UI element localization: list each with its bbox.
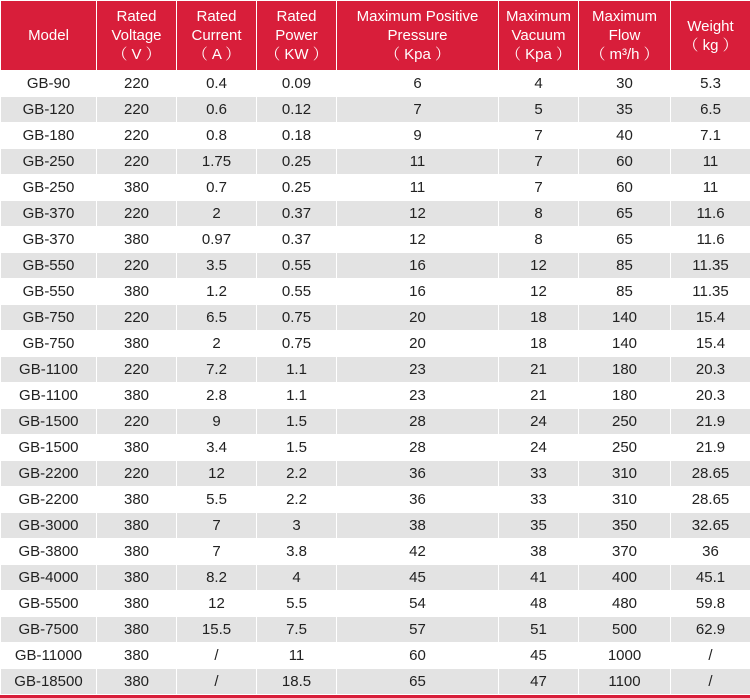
table-cell: 0.09 <box>257 71 337 97</box>
table-cell: GB-180 <box>1 123 97 149</box>
table-row <box>1 357 750 383</box>
column-header <box>499 1 579 71</box>
table-cell: 180 <box>579 357 671 383</box>
column-header-line: （ m³/h ） <box>579 45 670 64</box>
table-cell: GB-11000 <box>1 643 97 669</box>
table-row <box>1 435 750 461</box>
table-row <box>1 71 750 97</box>
column-header-line: Rated <box>257 7 336 26</box>
table-row <box>1 383 750 409</box>
table-cell: 220 <box>97 97 177 123</box>
table-cell: 28.65 <box>671 461 750 487</box>
table-cell: 0.4 <box>177 71 257 97</box>
table-cell: 2 <box>177 201 257 227</box>
table-cell: 18 <box>499 331 579 357</box>
table-cell: 36 <box>337 461 499 487</box>
table-cell: 220 <box>97 71 177 97</box>
table-cell: 62.9 <box>671 617 750 643</box>
table-cell: 5.5 <box>177 487 257 513</box>
table-cell: 220 <box>97 305 177 331</box>
table-cell: 23 <box>337 357 499 383</box>
table-cell: 0.18 <box>257 123 337 149</box>
table-cell: 36 <box>671 539 750 565</box>
table-cell: 11 <box>671 149 750 175</box>
table-cell: GB-120 <box>1 97 97 123</box>
table-cell: 6 <box>337 71 499 97</box>
table-cell: 12 <box>499 253 579 279</box>
table-cell: 45 <box>499 643 579 669</box>
table-cell: 20 <box>337 305 499 331</box>
table-cell: 11.35 <box>671 279 750 305</box>
table-cell: 3.5 <box>177 253 257 279</box>
table-cell: GB-90 <box>1 71 97 97</box>
column-header-line: Weight <box>671 17 750 36</box>
table-row <box>1 149 750 175</box>
table-cell: GB-550 <box>1 279 97 305</box>
table-cell: 380 <box>97 435 177 461</box>
table-cell: 7 <box>177 539 257 565</box>
table-cell: 23 <box>337 383 499 409</box>
table-cell: 5 <box>499 97 579 123</box>
table-cell: 220 <box>97 357 177 383</box>
table-cell: 380 <box>97 227 177 253</box>
table-cell: 0.25 <box>257 175 337 201</box>
table-cell: GB-550 <box>1 253 97 279</box>
table-cell: 11.6 <box>671 227 750 253</box>
table-cell: 380 <box>97 565 177 591</box>
table-row <box>1 201 750 227</box>
table-cell: 38 <box>337 513 499 539</box>
column-header <box>97 1 177 71</box>
table-cell: 5.5 <box>257 591 337 617</box>
table-cell: GB-1500 <box>1 435 97 461</box>
table-cell: GB-2200 <box>1 461 97 487</box>
table-cell: 7.5 <box>257 617 337 643</box>
table-cell: 28 <box>337 409 499 435</box>
table-cell: GB-18500 <box>1 669 97 695</box>
table-cell: 2.2 <box>257 487 337 513</box>
table-row <box>1 227 750 253</box>
table-row <box>1 331 750 357</box>
table-cell: 0.97 <box>177 227 257 253</box>
table-header <box>1 1 750 71</box>
table-cell: GB-3800 <box>1 539 97 565</box>
table-cell: 15.5 <box>177 617 257 643</box>
table-cell: 85 <box>579 253 671 279</box>
table-cell: 21.9 <box>671 409 750 435</box>
table-cell: 54 <box>337 591 499 617</box>
table-cell: 1000 <box>579 643 671 669</box>
table-cell: 140 <box>579 331 671 357</box>
column-header <box>671 1 750 71</box>
table-row <box>1 409 750 435</box>
table-cell: 6.5 <box>671 97 750 123</box>
table-cell: 15.4 <box>671 331 750 357</box>
column-header <box>579 1 671 71</box>
table-cell: 2 <box>177 331 257 357</box>
column-header-line: Maximum <box>579 7 670 26</box>
column-header-line: （ kg ） <box>671 36 750 55</box>
table-cell: 33 <box>499 487 579 513</box>
table-row <box>1 565 750 591</box>
table-cell: / <box>177 643 257 669</box>
column-header-line: Voltage <box>97 26 176 45</box>
table-cell: 0.55 <box>257 279 337 305</box>
table-cell: 3 <box>257 513 337 539</box>
table-cell: 11.35 <box>671 253 750 279</box>
table-cell: 2.8 <box>177 383 257 409</box>
table-cell: 180 <box>579 383 671 409</box>
table-cell: / <box>671 669 750 695</box>
table-cell: 0.55 <box>257 253 337 279</box>
column-header-line: （ A ） <box>177 45 256 64</box>
table-row <box>1 279 750 305</box>
table-cell: 3.8 <box>257 539 337 565</box>
table-cell: GB-1100 <box>1 383 97 409</box>
table-row <box>1 123 750 149</box>
header-row <box>1 1 750 71</box>
table-cell: 220 <box>97 461 177 487</box>
table-cell: 60 <box>579 175 671 201</box>
column-header <box>177 1 257 71</box>
table-cell: 12 <box>177 591 257 617</box>
table-row <box>1 513 750 539</box>
table-cell: 16 <box>337 279 499 305</box>
table-cell: 380 <box>97 279 177 305</box>
table-cell: 12 <box>337 201 499 227</box>
table-cell: 35 <box>579 97 671 123</box>
table-cell: GB-4000 <box>1 565 97 591</box>
table-cell: 400 <box>579 565 671 591</box>
table-cell: 12 <box>337 227 499 253</box>
table-cell: GB-1100 <box>1 357 97 383</box>
table-cell: 380 <box>97 175 177 201</box>
table-row <box>1 669 750 695</box>
table-cell: 21 <box>499 383 579 409</box>
table-cell: 20 <box>337 331 499 357</box>
table-cell: 220 <box>97 201 177 227</box>
column-header-line: Maximum Positive <box>337 7 498 26</box>
column-header <box>257 1 337 71</box>
table-cell: 8.2 <box>177 565 257 591</box>
table-cell: 250 <box>579 409 671 435</box>
table-cell: GB-370 <box>1 201 97 227</box>
table-row <box>1 539 750 565</box>
table-cell: 65 <box>337 669 499 695</box>
table-cell: 16 <box>337 253 499 279</box>
table-cell: 15.4 <box>671 305 750 331</box>
table-cell: 40 <box>579 123 671 149</box>
table-cell: 42 <box>337 539 499 565</box>
table-cell: 9 <box>337 123 499 149</box>
column-header-line: Power <box>257 26 336 45</box>
table-row <box>1 617 750 643</box>
table-cell: 0.7 <box>177 175 257 201</box>
table-cell: 380 <box>97 591 177 617</box>
table-cell: 140 <box>579 305 671 331</box>
table-cell: GB-750 <box>1 331 97 357</box>
table-cell: 4 <box>257 565 337 591</box>
table-cell: 8 <box>499 201 579 227</box>
table-cell: 21 <box>499 357 579 383</box>
column-header-line: Flow <box>579 26 670 45</box>
table-cell: 11 <box>337 175 499 201</box>
table-cell: 11 <box>671 175 750 201</box>
table-cell: 18 <box>499 305 579 331</box>
table-cell: 380 <box>97 513 177 539</box>
table-cell: GB-2200 <box>1 487 97 513</box>
table-row <box>1 97 750 123</box>
table-cell: 1.5 <box>257 435 337 461</box>
table-cell: 250 <box>579 435 671 461</box>
table-cell: 3.4 <box>177 435 257 461</box>
column-header-line: Maximum <box>499 7 578 26</box>
table-cell: 51 <box>499 617 579 643</box>
table-row <box>1 305 750 331</box>
table-cell: 24 <box>499 435 579 461</box>
table-cell: GB-750 <box>1 305 97 331</box>
table-cell: 310 <box>579 487 671 513</box>
table-cell: 1.2 <box>177 279 257 305</box>
table-cell: 1.75 <box>177 149 257 175</box>
table-cell: 1.5 <box>257 409 337 435</box>
table-cell: 7 <box>499 123 579 149</box>
table-cell: 45 <box>337 565 499 591</box>
column-header-line: （ Kpa ） <box>499 45 578 64</box>
table-cell: 11 <box>257 643 337 669</box>
table-cell: 7 <box>337 97 499 123</box>
table-cell: 310 <box>579 461 671 487</box>
column-header-line: Rated <box>97 7 176 26</box>
table-cell: 11.6 <box>671 201 750 227</box>
table-cell: 220 <box>97 149 177 175</box>
table-cell: 1100 <box>579 669 671 695</box>
table-cell: 380 <box>97 539 177 565</box>
table-cell: 47 <box>499 669 579 695</box>
table-cell: 7 <box>499 175 579 201</box>
table-cell: 7 <box>499 149 579 175</box>
table-cell: 220 <box>97 409 177 435</box>
table-row <box>1 253 750 279</box>
table-cell: 380 <box>97 617 177 643</box>
column-header-line: Pressure <box>337 26 498 45</box>
column-header-line: （ KW ） <box>257 45 336 64</box>
column-header-line: （ V ） <box>97 45 176 64</box>
table-cell: 20.3 <box>671 383 750 409</box>
table-body <box>1 71 750 695</box>
table-row <box>1 175 750 201</box>
table-cell: 2.2 <box>257 461 337 487</box>
column-header-line: （ Kpa ） <box>337 45 498 64</box>
table-cell: GB-370 <box>1 227 97 253</box>
table-cell: 0.8 <box>177 123 257 149</box>
table-cell: 380 <box>97 383 177 409</box>
table-cell: 0.37 <box>257 227 337 253</box>
table-cell: 48 <box>499 591 579 617</box>
table-cell: 370 <box>579 539 671 565</box>
table-cell: 12 <box>499 279 579 305</box>
table-cell: 500 <box>579 617 671 643</box>
table-cell: 41 <box>499 565 579 591</box>
table-cell: 21.9 <box>671 435 750 461</box>
column-header <box>337 1 499 71</box>
table-cell: 11 <box>337 149 499 175</box>
table-cell: 380 <box>97 669 177 695</box>
table-row <box>1 487 750 513</box>
table-cell: 65 <box>579 227 671 253</box>
table-cell: / <box>177 669 257 695</box>
table-cell: 380 <box>97 643 177 669</box>
table-cell: 35 <box>499 513 579 539</box>
table-cell: 380 <box>97 487 177 513</box>
table-cell: GB-5500 <box>1 591 97 617</box>
table-cell: 0.25 <box>257 149 337 175</box>
table-cell: 0.6 <box>177 97 257 123</box>
table-cell: 480 <box>579 591 671 617</box>
table-cell: 5.3 <box>671 71 750 97</box>
table-cell: 30 <box>579 71 671 97</box>
table-cell: 36 <box>337 487 499 513</box>
table-cell: 380 <box>97 331 177 357</box>
table-cell: 12 <box>177 461 257 487</box>
table-cell: 18.5 <box>257 669 337 695</box>
table-cell: 7.1 <box>671 123 750 149</box>
table-cell: 24 <box>499 409 579 435</box>
table-row <box>1 461 750 487</box>
table-cell: 28.65 <box>671 487 750 513</box>
table-cell: 45.1 <box>671 565 750 591</box>
table-cell: 85 <box>579 279 671 305</box>
column-header-line: Current <box>177 26 256 45</box>
table-cell: 9 <box>177 409 257 435</box>
table-cell: 7.2 <box>177 357 257 383</box>
table-cell: GB-250 <box>1 175 97 201</box>
table-cell: GB-7500 <box>1 617 97 643</box>
column-header <box>1 1 97 71</box>
table-cell: 6.5 <box>177 305 257 331</box>
table-cell: 57 <box>337 617 499 643</box>
table-cell: 33 <box>499 461 579 487</box>
table-cell: / <box>671 643 750 669</box>
column-header-line: Vacuum <box>499 26 578 45</box>
table-cell: 220 <box>97 253 177 279</box>
table-cell: 1.1 <box>257 357 337 383</box>
table-cell: GB-250 <box>1 149 97 175</box>
table-cell: 65 <box>579 201 671 227</box>
table-cell: 32.65 <box>671 513 750 539</box>
table-cell: 60 <box>337 643 499 669</box>
table-cell: 350 <box>579 513 671 539</box>
table-cell: GB-3000 <box>1 513 97 539</box>
table-cell: 8 <box>499 227 579 253</box>
table-cell: 0.75 <box>257 305 337 331</box>
table-cell: 0.37 <box>257 201 337 227</box>
table-cell: 0.12 <box>257 97 337 123</box>
column-header-line: Rated <box>177 7 256 26</box>
table-cell: 0.75 <box>257 331 337 357</box>
table-cell: 59.8 <box>671 591 750 617</box>
table-row <box>1 591 750 617</box>
table-cell: 4 <box>499 71 579 97</box>
table-cell: 7 <box>177 513 257 539</box>
table-cell: 38 <box>499 539 579 565</box>
table-cell: GB-1500 <box>1 409 97 435</box>
table-cell: 1.1 <box>257 383 337 409</box>
table-cell: 28 <box>337 435 499 461</box>
table-row <box>1 643 750 669</box>
table-cell: 60 <box>579 149 671 175</box>
table-cell: 220 <box>97 123 177 149</box>
table-cell: 20.3 <box>671 357 750 383</box>
column-header-line: Model <box>1 26 96 45</box>
